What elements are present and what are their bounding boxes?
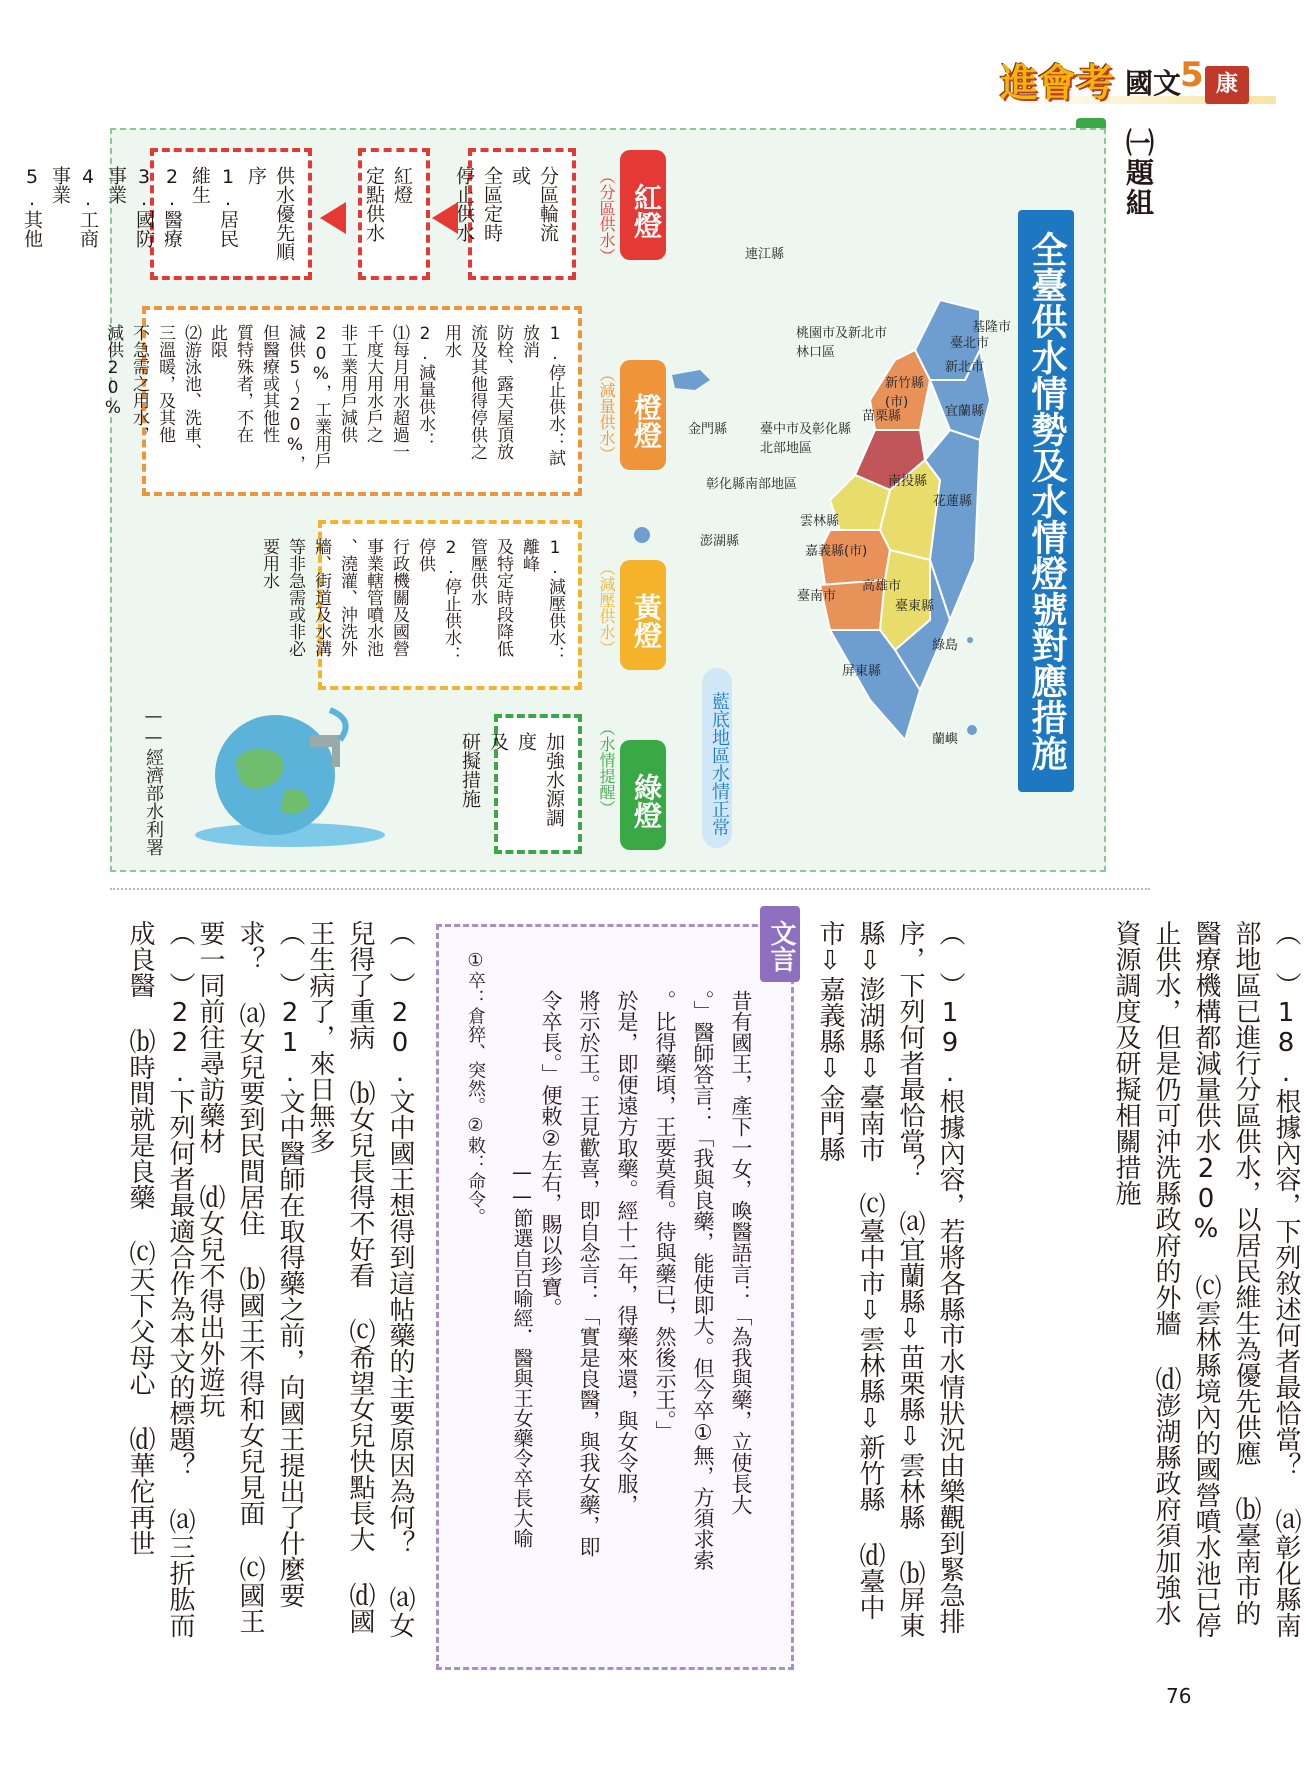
- orange-line: 2.減量供水：: [415, 324, 435, 449]
- orange-line: 流及其他得停供之: [467, 324, 487, 460]
- label-keelung: 基隆市: [972, 320, 1012, 335]
- page-number: 76: [1166, 1684, 1192, 1708]
- label-newtaipei: 新北市: [945, 360, 985, 375]
- region-lanyu: [967, 725, 977, 735]
- yellow-box: [259, 520, 582, 690]
- question-text: 下列何者最適合作為本文的標題？ ⒜三折肱而成良醫 ⒝時間就是良藥 ⒞天下父母心 ⒟華佗再世: [125, 920, 195, 1638]
- question-text: 根據內容，下列敘述何者最恰當？ ⒜彰化縣南部地區已進行分區供水，以居民維生為優先供應 ⒝臺南市的醫療機構都減量供水20% ⒞雲林縣境內的國營噴水池已停止供水，但是仍可沖洗縣政府的外牆 ⒟澎湖縣政府須加強水資源調度及研擬相關措施: [1111, 920, 1301, 1638]
- red-box-2-line: 紅燈: [391, 166, 413, 204]
- answer-slot[interactable]: （ ）: [935, 920, 965, 998]
- orange-line: 質特殊者，不在: [233, 324, 253, 443]
- answer-slot[interactable]: （ ）: [385, 920, 415, 998]
- label-lanyu: 蘭嶼: [932, 732, 959, 747]
- red-box-1-line: 停止供水: [453, 166, 475, 242]
- orange-line: 不急需之用水，: [129, 324, 149, 443]
- red-box-2: [358, 148, 430, 280]
- red-box-1-line: 分區輪流: [537, 166, 559, 242]
- label-changhua-south: 彰化縣南部地區: [706, 477, 798, 492]
- label-kaohsiung: 高雄市: [862, 579, 902, 594]
- yellow-line: 管壓供水: [467, 538, 487, 606]
- question-number: 21.: [275, 998, 305, 1088]
- yellow-line: 事業轄管噴水池: [363, 538, 383, 657]
- question-21: [190, 920, 310, 1640]
- passage-line: 於是，即便遠方取藥。經十二年，得藥來還，與女令服，: [615, 990, 639, 1515]
- question-19: [810, 920, 970, 1640]
- label-taipei: 臺北市: [950, 336, 990, 351]
- source-credit: ——經濟部水利署: [143, 706, 164, 856]
- red-box-1-line: 全區定時: [481, 166, 503, 242]
- answer-slot[interactable]: （ ）: [1271, 920, 1301, 998]
- orange-line: 千度大用水戶之: [363, 324, 383, 443]
- wenyan-tag: 文言: [760, 906, 800, 982]
- label-hualien: 花蓮縣: [933, 494, 973, 509]
- yellow-line: 要用水: [259, 538, 279, 589]
- orange-line: 20%，工業用戶: [311, 324, 331, 469]
- green-light-sub: （水情提醒）: [597, 720, 616, 816]
- question-18: [1106, 920, 1306, 1640]
- region-penghu: [634, 527, 650, 543]
- orange-box: [103, 306, 582, 496]
- question-text: 文中醫師在取得藥之前，向國王提出了什麼要求？ ⒜女兒要到民間居住 ⒝國王不得和女兒見面 ⒞國王要一同前往尋訪藥材 ⒟女兒不得出外遊玩: [195, 920, 305, 1634]
- subject-label: 國文: [1125, 67, 1182, 100]
- orange-line: ⑵游泳池、洗車、: [181, 324, 201, 460]
- red-box-3-line: 4.工商事業: [49, 166, 99, 248]
- orange-line: 1.停止供水：試放消: [519, 324, 565, 466]
- orange-line: 防栓、露天屋頂放: [493, 324, 513, 460]
- passage-line: 。」醫師答言：「我與良藥，能使即大。但今卒①無，方須求索: [691, 990, 715, 1571]
- label-miaoli: 苗栗縣: [862, 409, 902, 424]
- passage-notes: ①卒：倉猝、突然。②敕：命令。: [465, 950, 486, 1226]
- yellow-line: 、澆灌、沖洗外: [337, 538, 357, 657]
- answer-slot[interactable]: （ ）: [275, 920, 305, 998]
- label-penghu: 澎湖縣: [700, 534, 740, 549]
- orange-line: 非工業用戶減供: [337, 324, 357, 443]
- red-box-2-line: 定點供水: [363, 166, 385, 242]
- label-lianjiang: 連江縣: [745, 247, 785, 262]
- red-box-3-line: 3.國防事業: [105, 166, 155, 248]
- red-box-1: [453, 148, 576, 280]
- red-box-3: [21, 148, 312, 280]
- yellow-light-sub: （減壓供水）: [597, 560, 616, 656]
- yellow-line: 及特定時段降低: [493, 538, 513, 657]
- arrow-left-icon: [432, 202, 458, 234]
- arrow-left-icon: [320, 202, 346, 234]
- yellow-line: 1.減壓供水：離峰: [519, 538, 565, 663]
- red-box-3-line: 1.居民維生: [189, 166, 239, 248]
- label-lyudao: 綠島: [932, 638, 959, 653]
- orange-light-sub: （減量供水）: [597, 366, 616, 462]
- green-box: [459, 714, 582, 854]
- red-box-3-line: 供水優先順序: [245, 166, 295, 261]
- group-title: ㈠題組: [1122, 128, 1155, 218]
- red-box-1-line: 或: [509, 166, 531, 185]
- series-logo: 進會考: [1000, 61, 1115, 105]
- label-taichung: 臺中市及彰化縣北部地區: [760, 422, 852, 456]
- orange-line: 減供5～20%，: [285, 324, 305, 472]
- orange-line: 減供20%: [103, 324, 123, 418]
- passage-line: 令卒長。」便敕②左右，賜以珍寶。: [539, 990, 563, 1319]
- orange-light-tag: 橙燈: [620, 360, 666, 470]
- passage-line: 。比得藥頃，王要莫看。待與藥已，然後示王。」: [653, 990, 677, 1442]
- question-text: 文中國王想得到這帖藥的主要原因為何？ ⒜女兒得了重病 ⒝女兒長得不好看 ⒞希望女兒快點長大 ⒟國王生病了，來日無多: [305, 920, 415, 1638]
- label-hsinchu: 新竹縣(市): [885, 376, 925, 410]
- question-text: 根據內容，若將各縣市水情狀況由樂觀到緊急排序，下列何者最恰當？ ⒜宜蘭縣⇩苗栗縣⇩雲林縣 ⒝屏東縣⇩澎湖縣⇩臺南市 ⒞臺中市⇩雲林縣⇩新竹縣 ⒟臺中市⇩嘉義縣⇩金門縣: [815, 920, 965, 1638]
- orange-line: 但醫療或其他性: [259, 324, 279, 443]
- yellow-line: 行政機關及國營: [389, 538, 409, 657]
- red-light-sub: （分區供水）: [597, 168, 616, 264]
- label-tainan: 臺南市: [797, 589, 837, 604]
- orange-line: 此限: [207, 324, 227, 358]
- green-line: 研擬措施: [459, 732, 481, 808]
- passage-line: 將示於王。王見歡喜，即自念言：「實是良醫，與我女藥，即: [577, 990, 601, 1557]
- orange-line: ⑴每月用水超過一: [389, 324, 409, 460]
- label-kinmen: 金門縣: [688, 422, 728, 437]
- label-nantou: 南投縣: [888, 474, 928, 489]
- red-light-tag: 紅燈: [620, 150, 666, 260]
- question-number: 20.: [385, 998, 415, 1088]
- green-line: 加強水源調度: [515, 732, 565, 827]
- yellow-light-tag: 黃燈: [620, 560, 666, 670]
- map-title: 全臺供水情勢及水情燈號對應措施: [1018, 210, 1074, 792]
- passage-source: ——節選自百喻經．醫與王女藥令卒長大喻: [510, 1160, 534, 1548]
- question-number: 19.: [935, 998, 965, 1088]
- yellow-line: 牆、街道及水溝: [311, 538, 331, 657]
- question-number: 22.: [165, 998, 195, 1088]
- answer-slot[interactable]: （ ）: [165, 920, 195, 998]
- section-divider: [110, 888, 1150, 890]
- label-chiayi: 嘉義縣(市): [805, 544, 868, 559]
- question-22: [104, 920, 200, 1640]
- green-line: 及: [487, 732, 509, 751]
- region-lyudao: [967, 637, 973, 643]
- volume-number: 5: [1180, 55, 1204, 95]
- red-box-3-line: 5.其他: [21, 166, 43, 248]
- red-box-3-line: 2.醫療: [161, 166, 183, 248]
- green-light-tag: 綠燈: [620, 740, 666, 850]
- orange-line: 三溫暖，及其他: [155, 324, 175, 443]
- label-pingtung: 屏東縣: [842, 664, 882, 679]
- label-yunlin: 雲林縣: [800, 514, 840, 529]
- yellow-line: 等非急需或非必: [285, 538, 305, 657]
- classical-passage: [540, 990, 760, 1640]
- question-number: 18.: [1271, 998, 1301, 1088]
- passage-line: 昔有國王，產下一女，喚醫語言：「為我與藥，立使長大: [729, 990, 753, 1515]
- yellow-line: 2.停止供水：停供: [415, 538, 461, 663]
- orange-line: 用水: [441, 324, 461, 358]
- label-yilan: 宜蘭縣: [945, 404, 985, 419]
- label-taoyuan: 桃園市及新北市林口區: [796, 326, 888, 360]
- question-20: [300, 920, 420, 1640]
- publisher-badge: 康: [1205, 66, 1249, 104]
- label-taitung: 臺東縣: [895, 599, 935, 614]
- globe-faucet-illustration: [180, 700, 390, 850]
- normal-legend: 藍底地區水情正常: [702, 668, 732, 848]
